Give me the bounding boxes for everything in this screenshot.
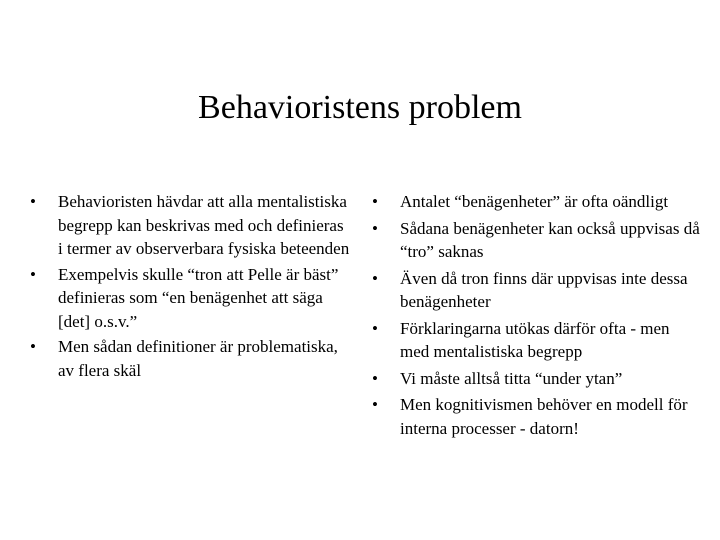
bullet-text: Förklaringarna utökas därför ofta - men med mentalistiska begrepp — [400, 318, 670, 361]
bullet-item — [372, 317, 702, 364]
bullet-text: Men kognitivismen behöver en modell för interna processer - datorn! — [400, 395, 688, 438]
bullet-text: Vi måste alltså titta “under ytan” — [400, 368, 623, 388]
bullet-item — [372, 367, 702, 391]
bullet-icon: • — [30, 264, 36, 284]
bullet-icon: • — [372, 192, 378, 211]
bullet-icon: • — [372, 268, 378, 288]
bullet-item — [372, 267, 702, 314]
bullet-icon: • — [372, 318, 378, 338]
left-bullet-list — [30, 190, 350, 384]
right-bullet-list — [372, 190, 702, 443]
bullet-text: Antalet “benägenheter” är ofta oändligt — [400, 192, 669, 211]
bullet-icon: • — [372, 395, 378, 414]
bullet-text: Sådana benägenheter kan också uppvisas då “tro” saknas — [400, 218, 700, 261]
bullet-icon: • — [372, 218, 378, 238]
bullet-item — [30, 263, 350, 334]
bullet-item — [372, 190, 702, 214]
bullet-icon: • — [372, 368, 378, 388]
bullet-text: Men sådan definitioner är problematiska, av flera skäl — [58, 337, 338, 380]
bullet-text: Även då tron finns där uppvisas inte dessa benägenheter — [400, 268, 688, 311]
bullet-item — [30, 190, 350, 261]
bullet-text: Exempelvis skulle “tron att Pelle är bäst” definieras som “en benägenhet att säga [det] o.s.v.” — [58, 264, 339, 331]
bullet-icon: • — [30, 192, 36, 211]
bullet-item — [30, 335, 350, 382]
bullet-text: Behavioristen hävdar att alla mentalistiska begrepp kan beskrivas med och definieras i termer av observerbara fysiska beteenden — [58, 192, 350, 258]
slide-title: Behavioristens problem — [198, 89, 522, 126]
bullet-item — [372, 217, 702, 264]
bullet-item — [372, 393, 702, 440]
bullet-icon: • — [30, 337, 36, 356]
